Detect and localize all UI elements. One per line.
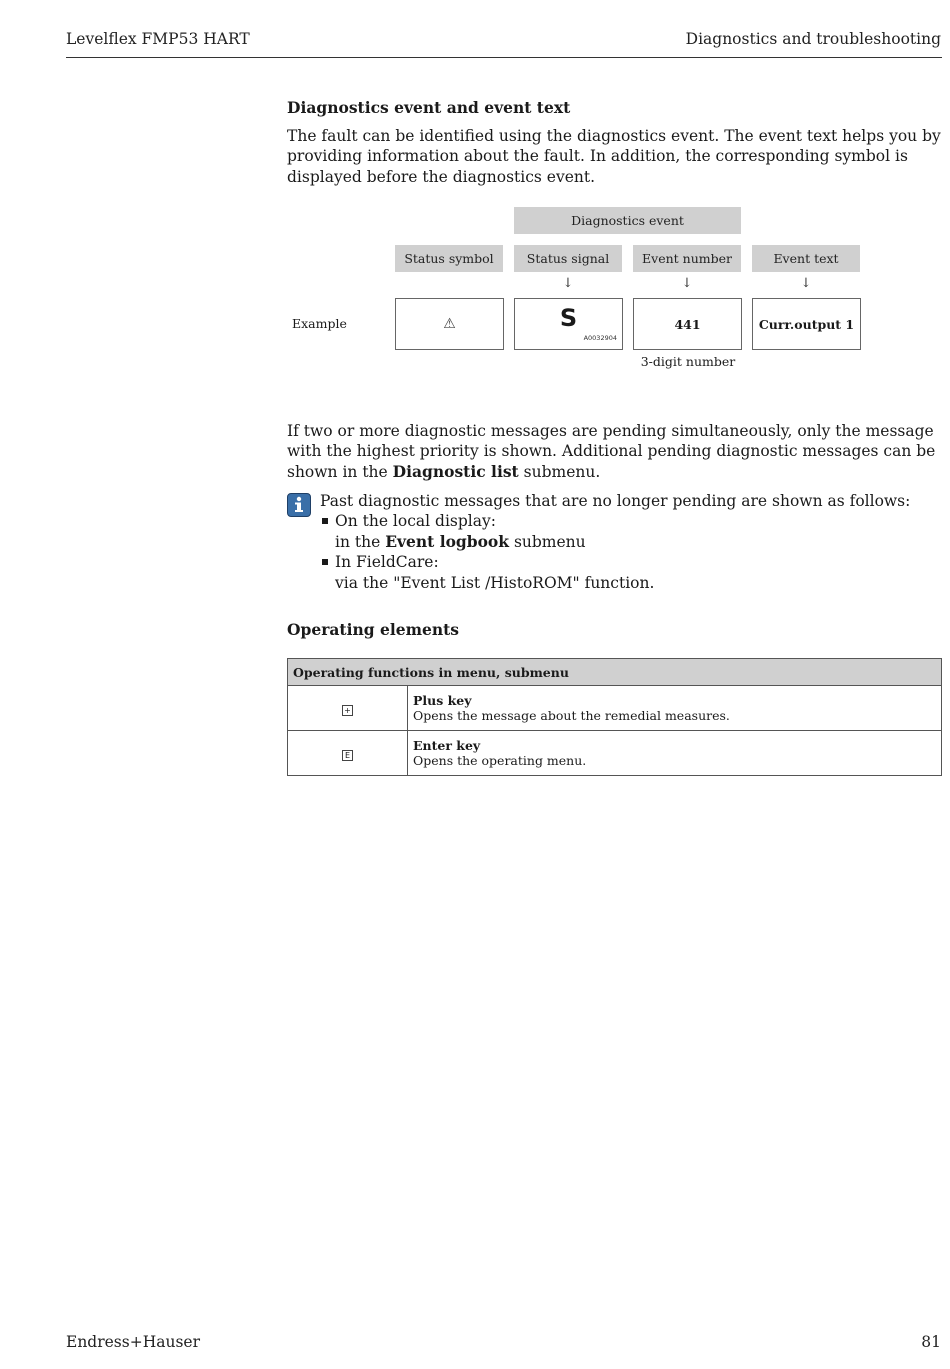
event-logbook-term: Event logbook (385, 531, 510, 551)
col-status-signal: Status signal (514, 245, 622, 272)
diagnostics-event-diagram (287, 205, 942, 375)
table-row (288, 686, 942, 731)
col-event-text: Event text (752, 245, 860, 272)
priority-text-2: submenu. (518, 462, 601, 481)
section-operating-elements (287, 620, 942, 639)
diagnostics-event-caption: Diagnostics event (514, 207, 741, 234)
section-title-operating-elements: Operating elements (287, 620, 459, 639)
header-chapter-title: Diagnostics and troubleshooting (685, 30, 941, 48)
enter-key-title: Enter key (413, 738, 481, 753)
table-row (288, 731, 942, 776)
note-bullet-fieldcare: In FieldCare: via the "Event List /HistoROM" function. (320, 552, 940, 593)
plus-key-title: Plus key (413, 693, 472, 708)
diagnostic-list-term: Diagnostic list (392, 461, 519, 481)
intro-paragraph: The fault can be identified using the diagnostics event. The event text helps you by providing information about the fault. In addition, the corresponding symbol is displayed before the diagnostics event. (287, 127, 941, 186)
status-symbol-box (395, 298, 504, 350)
note-text (320, 491, 940, 593)
arrow-down-icon: ↓ (800, 276, 812, 291)
arrow-down-icon: ↓ (681, 276, 693, 291)
page-number: 81 (921, 1333, 941, 1351)
enter-key-desc: Opens the operating menu. (413, 753, 587, 768)
three-digit-note: 3-digit number (640, 354, 736, 369)
table-header: Operating functions in menu, submenu (288, 659, 942, 686)
status-signal-box (514, 298, 623, 350)
event-number-value: 441 (674, 316, 701, 332)
info-icon (287, 493, 311, 517)
section-diagnostics-event (287, 98, 942, 187)
status-signal-letter: S (559, 304, 578, 332)
plus-key-icon: + (342, 705, 353, 716)
section-title-diagnostics-event: Diagnostics event and event text (287, 98, 571, 117)
warning-icon: ⚠ (443, 316, 456, 332)
priority-text-1: If two or more diagnostic messages are pending simultaneously, only the message with the highest priority is shown. Additional pending diagnostic messages can be shown in the (287, 422, 936, 481)
event-text-box (752, 298, 861, 350)
header-product-name: Levelflex FMP53 HART (66, 30, 250, 48)
enter-key-icon: E (342, 750, 353, 761)
priority-paragraph (287, 421, 942, 482)
event-number-box (633, 298, 742, 350)
event-text-value: Curr.output 1 (758, 316, 855, 332)
note-bullet-local-display: On the local display: in the Event logbook submenu (320, 511, 940, 552)
header-rule (66, 57, 942, 58)
col-event-number: Event number (633, 245, 741, 272)
example-label: Example (292, 316, 347, 331)
note-intro: Past diagnostic messages that are no longer pending are shown as follows: (320, 492, 911, 510)
plus-key-desc: Opens the message about the remedial measures. (413, 708, 730, 723)
table-header-row (288, 659, 942, 686)
operating-functions-table (287, 658, 942, 776)
figure-id: A0032904 (583, 334, 617, 342)
col-status-symbol: Status symbol (395, 245, 503, 272)
footer-brand: Endress+Hauser (66, 1333, 200, 1351)
arrow-down-icon: ↓ (562, 276, 574, 291)
